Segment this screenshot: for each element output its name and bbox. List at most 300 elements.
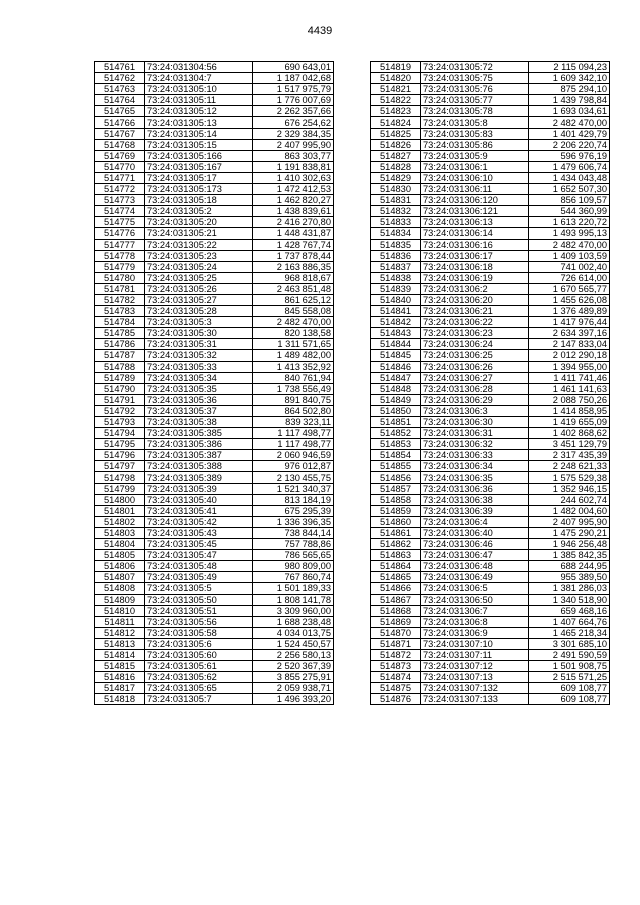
cadastral-value-cell: 1 465 218,34 [529,627,610,638]
row-number-cell: 514842 [371,317,421,328]
table-row [95,550,334,561]
table-row [95,283,334,294]
cadastral-value-cell: 1 462 820,27 [253,195,334,206]
row-number-cell: 514829 [371,172,421,183]
table-row [371,527,610,538]
cadastral-value-cell: 856 109,57 [529,195,610,206]
cadastral-number-cell: 73:24:031305:3 [145,317,253,328]
table-row [95,461,334,472]
row-number-cell: 514768 [95,139,145,150]
table-row [371,228,610,239]
cadastral-number-cell: 73:24:031305:45 [145,539,253,550]
cadastral-value-cell: 1 946 256,48 [529,539,610,550]
table-row [371,73,610,84]
row-number-cell: 514787 [95,350,145,361]
table-row [371,272,610,283]
table-row [371,583,610,594]
cadastral-number-cell: 73:24:031306:32 [421,439,529,450]
cadastral-number-cell: 73:24:031307:132 [421,683,529,694]
row-number-cell: 514821 [371,84,421,95]
cadastral-value-cell: 1 524 450,57 [253,638,334,649]
cadastral-value-cell: 675 295,39 [253,505,334,516]
table-row [95,483,334,494]
cadastral-number-cell: 73:24:031305:385 [145,428,253,439]
table-row [371,217,610,228]
table-row [95,150,334,161]
table-row [371,195,610,206]
row-number-cell: 514818 [95,694,145,705]
row-number-cell: 514784 [95,317,145,328]
cadastral-number-cell: 73:24:031305:76 [421,84,529,95]
table-row [371,627,610,638]
cadastral-number-cell: 73:24:031306:28 [421,383,529,394]
table-row [95,394,334,405]
cadastral-number-cell: 73:24:031305:65 [145,683,253,694]
row-number-cell: 514791 [95,394,145,405]
cadastral-number-cell: 73:24:031305:50 [145,594,253,605]
table-row [371,294,610,305]
table-row [95,250,334,261]
cadastral-number-cell: 73:24:031306:27 [421,372,529,383]
cadastral-number-cell: 73:24:031306:14 [421,228,529,239]
cadastral-number-cell: 73:24:031305:86 [421,139,529,150]
table-row [371,172,610,183]
cadastral-value-cell: 1 501 189,33 [253,583,334,594]
table-row [371,683,610,694]
cadastral-number-cell: 73:24:031306:36 [421,483,529,494]
cadastral-value-cell: 2 206 220,74 [529,139,610,150]
row-number-cell: 514814 [95,649,145,660]
cadastral-value-cell: 1 493 995,13 [529,228,610,239]
row-number-cell: 514792 [95,405,145,416]
row-number-cell: 514765 [95,106,145,117]
cadastral-value-cell: 2 088 750,26 [529,394,610,405]
cadastral-number-cell: 73:24:031305:28 [145,306,253,317]
cadastral-number-cell: 73:24:031307:133 [421,694,529,705]
row-number-cell: 514831 [371,195,421,206]
row-number-cell: 514865 [371,572,421,583]
left-table-body [95,62,334,705]
cadastral-number-cell: 73:24:031305:9 [421,150,529,161]
table-row [95,594,334,605]
row-number-cell: 514800 [95,494,145,505]
row-number-cell: 514795 [95,439,145,450]
cadastral-value-cell: 845 558,08 [253,306,334,317]
table-row [371,317,610,328]
cadastral-number-cell: 73:24:031306:24 [421,339,529,350]
cadastral-value-cell: 786 565,65 [253,550,334,561]
row-number-cell: 514807 [95,572,145,583]
cadastral-value-cell: 863 303,77 [253,150,334,161]
table-row [371,95,610,106]
cadastral-value-cell: 1 409 103,59 [529,250,610,261]
table-row [371,461,610,472]
cadastral-number-cell: 73:24:031305:18 [145,195,253,206]
cadastral-value-cell: 2 147 833,04 [529,339,610,350]
cadastral-number-cell: 73:24:031305:37 [145,405,253,416]
cadastral-value-cell: 1 737 878,44 [253,250,334,261]
right-register-table [370,61,610,705]
cadastral-value-cell: 2 520 367,39 [253,661,334,672]
table-row [95,95,334,106]
cadastral-value-cell: 2 482 470,00 [529,239,610,250]
cadastral-number-cell: 73:24:031306:35 [421,472,529,483]
row-number-cell: 514850 [371,405,421,416]
cadastral-number-cell: 73:24:031305:173 [145,184,253,195]
row-number-cell: 514854 [371,450,421,461]
cadastral-value-cell: 891 840,75 [253,394,334,405]
table-row [371,128,610,139]
cadastral-number-cell: 73:24:031306:20 [421,294,529,305]
table-row [95,494,334,505]
cadastral-number-cell: 73:24:031305:25 [145,272,253,283]
row-number-cell: 514852 [371,428,421,439]
table-row [95,139,334,150]
cadastral-number-cell: 73:24:031305:41 [145,505,253,516]
table-row [95,572,334,583]
cadastral-number-cell: 73:24:031305:61 [145,661,253,672]
cadastral-value-cell: 1 496 393,20 [253,694,334,705]
table-row [95,516,334,527]
row-number-cell: 514777 [95,239,145,250]
row-number-cell: 514801 [95,505,145,516]
cadastral-number-cell: 73:24:031305:32 [145,350,253,361]
table-row [95,405,334,416]
cadastral-value-cell: 839 323,11 [253,417,334,428]
table-row [95,184,334,195]
table-row [371,605,610,616]
cadastral-number-cell: 73:24:031305:56 [145,616,253,627]
table-row [95,328,334,339]
cadastral-value-cell: 2 407 995,90 [253,139,334,150]
cadastral-number-cell: 73:24:031305:8 [421,117,529,128]
cadastral-number-cell: 73:24:031307:11 [421,649,529,660]
cadastral-number-cell: 73:24:031306:39 [421,505,529,516]
row-number-cell: 514780 [95,272,145,283]
cadastral-number-cell: 73:24:031306:33 [421,450,529,461]
cadastral-value-cell: 1 410 302,63 [253,172,334,183]
cadastral-number-cell: 73:24:031306:31 [421,428,529,439]
table-row [95,605,334,616]
table-row [95,272,334,283]
row-number-cell: 514855 [371,461,421,472]
cadastral-number-cell: 73:24:031305:39 [145,483,253,494]
table-row [95,172,334,183]
cadastral-number-cell: 73:24:031306:4 [421,516,529,527]
cadastral-number-cell: 73:24:031305:35 [145,383,253,394]
cadastral-value-cell: 1 461 141,63 [529,383,610,394]
cadastral-value-cell: 2 482 470,00 [253,317,334,328]
table-row [371,616,610,627]
cadastral-number-cell: 73:24:031304:7 [145,73,253,84]
table-row [95,84,334,95]
cadastral-value-cell: 1 738 556,49 [253,383,334,394]
table-row [371,539,610,550]
cadastral-value-cell: 1 517 975,79 [253,84,334,95]
table-row [95,627,334,638]
cadastral-number-cell: 73:24:031305:78 [421,106,529,117]
cadastral-number-cell: 73:24:031305:26 [145,283,253,294]
row-number-cell: 514781 [95,283,145,294]
table-row [371,561,610,572]
cadastral-value-cell: 1 340 518,90 [529,594,610,605]
cadastral-number-cell: 73:24:031306:16 [421,239,529,250]
row-number-cell: 514761 [95,62,145,73]
table-row [371,250,610,261]
cadastral-value-cell: 1 117 498,77 [253,439,334,450]
table-row [95,306,334,317]
cadastral-number-cell: 73:24:031306:40 [421,527,529,538]
row-number-cell: 514849 [371,394,421,405]
cadastral-number-cell: 73:24:031305:13 [145,117,253,128]
cadastral-value-cell: 688 244,95 [529,561,610,572]
row-number-cell: 514856 [371,472,421,483]
cadastral-value-cell: 1 475 290,21 [529,527,610,538]
row-number-cell: 514835 [371,239,421,250]
cadastral-number-cell: 73:24:031305:17 [145,172,253,183]
cadastral-value-cell: 2 262 357,66 [253,106,334,117]
row-number-cell: 514767 [95,128,145,139]
row-number-cell: 514841 [371,306,421,317]
row-number-cell: 514816 [95,672,145,683]
cadastral-number-cell: 73:24:031306:34 [421,461,529,472]
cadastral-value-cell: 3 855 275,91 [253,672,334,683]
table-row [371,649,610,660]
table-row [371,428,610,439]
table-row [95,694,334,705]
table-row [95,161,334,172]
table-row [371,505,610,516]
row-number-cell: 514862 [371,539,421,550]
cadastral-value-cell: 2 491 590,59 [529,649,610,660]
row-number-cell: 514833 [371,217,421,228]
left-register-table [94,61,334,705]
cadastral-value-cell: 2 115 094,23 [529,62,610,73]
table-row [371,516,610,527]
table-row [95,294,334,305]
table-row [371,450,610,461]
table-row [95,206,334,217]
table-row [95,583,334,594]
cadastral-number-cell: 73:24:031304:56 [145,62,253,73]
cadastral-value-cell: 968 818,67 [253,272,334,283]
row-number-cell: 514812 [95,627,145,638]
row-number-cell: 514840 [371,294,421,305]
table-row [371,328,610,339]
table-row [371,339,610,350]
table-row [371,472,610,483]
cadastral-number-cell: 73:24:031305:75 [421,73,529,84]
table-row [371,638,610,649]
row-number-cell: 514803 [95,527,145,538]
cadastral-value-cell: 1 191 838,81 [253,161,334,172]
row-number-cell: 514871 [371,638,421,649]
cadastral-number-cell: 73:24:031305:34 [145,372,253,383]
row-number-cell: 514809 [95,594,145,605]
cadastral-value-cell: 1 336 396,35 [253,516,334,527]
table-row [371,84,610,95]
row-number-cell: 514820 [371,73,421,84]
row-number-cell: 514859 [371,505,421,516]
row-number-cell: 514866 [371,583,421,594]
cadastral-number-cell: 73:24:031306:13 [421,217,529,228]
row-number-cell: 514857 [371,483,421,494]
cadastral-value-cell: 2 256 580,13 [253,649,334,660]
cadastral-number-cell: 73:24:031305:62 [145,672,253,683]
table-row [371,306,610,317]
row-number-cell: 514824 [371,117,421,128]
row-number-cell: 514828 [371,161,421,172]
table-row [95,683,334,694]
cadastral-number-cell: 73:24:031306:23 [421,328,529,339]
cadastral-number-cell: 73:24:031305:27 [145,294,253,305]
table-row [371,372,610,383]
cadastral-value-cell: 1 489 482,00 [253,350,334,361]
cadastral-value-cell: 1 482 004,60 [529,505,610,516]
row-number-cell: 514837 [371,261,421,272]
cadastral-number-cell: 73:24:031306:47 [421,550,529,561]
cadastral-value-cell: 3 309 960,00 [253,605,334,616]
cadastral-value-cell: 2 317 435,39 [529,450,610,461]
row-number-cell: 514799 [95,483,145,494]
cadastral-number-cell: 73:24:031305:51 [145,605,253,616]
cadastral-number-cell: 73:24:031306:30 [421,417,529,428]
cadastral-number-cell: 73:24:031306:49 [421,572,529,583]
row-number-cell: 514786 [95,339,145,350]
cadastral-number-cell: 73:24:031306:121 [421,206,529,217]
row-number-cell: 514773 [95,195,145,206]
cadastral-number-cell: 73:24:031307:12 [421,661,529,672]
cadastral-number-cell: 73:24:031305:24 [145,261,253,272]
row-number-cell: 514868 [371,605,421,616]
row-number-cell: 514796 [95,450,145,461]
cadastral-value-cell: 596 976,19 [529,150,610,161]
table-row [371,117,610,128]
cadastral-value-cell: 757 788,86 [253,539,334,550]
table-row [95,195,334,206]
row-number-cell: 514776 [95,228,145,239]
cadastral-number-cell: 73:24:031305:388 [145,461,253,472]
table-row [371,405,610,416]
table-row [95,261,334,272]
cadastral-value-cell: 1 417 976,44 [529,317,610,328]
row-number-cell: 514873 [371,661,421,672]
row-number-cell: 514870 [371,627,421,638]
row-number-cell: 514762 [95,73,145,84]
cadastral-number-cell: 73:24:031305:48 [145,561,253,572]
cadastral-value-cell: 820 138,58 [253,328,334,339]
cadastral-number-cell: 73:24:031306:29 [421,394,529,405]
cadastral-number-cell: 73:24:031306:10 [421,172,529,183]
table-row [371,139,610,150]
cadastral-value-cell: 1 402 868,62 [529,428,610,439]
row-number-cell: 514822 [371,95,421,106]
cadastral-value-cell: 659 468,16 [529,605,610,616]
cadastral-number-cell: 73:24:031305:386 [145,439,253,450]
table-row [95,106,334,117]
cadastral-value-cell: 1 311 571,65 [253,339,334,350]
row-number-cell: 514770 [95,161,145,172]
table-row [95,649,334,660]
row-number-cell: 514797 [95,461,145,472]
cadastral-number-cell: 73:24:031306:25 [421,350,529,361]
cadastral-value-cell: 1 385 842,35 [529,550,610,561]
cadastral-value-cell: 544 360,99 [529,206,610,217]
cadastral-number-cell: 73:24:031305:23 [145,250,253,261]
row-number-cell: 514789 [95,372,145,383]
cadastral-value-cell: 2 130 455,75 [253,472,334,483]
cadastral-number-cell: 73:24:031305:42 [145,516,253,527]
cadastral-value-cell: 1 472 412,53 [253,184,334,195]
cadastral-number-cell: 73:24:031306:2 [421,283,529,294]
table-row [95,339,334,350]
cadastral-number-cell: 73:24:031305:15 [145,139,253,150]
cadastral-number-cell: 73:24:031305:77 [421,95,529,106]
cadastral-number-cell: 73:24:031305:60 [145,649,253,660]
row-number-cell: 514764 [95,95,145,106]
row-number-cell: 514832 [371,206,421,217]
cadastral-value-cell: 1 376 489,89 [529,306,610,317]
cadastral-value-cell: 1 609 342,10 [529,73,610,84]
cadastral-value-cell: 2 059 938,71 [253,683,334,694]
row-number-cell: 514817 [95,683,145,694]
cadastral-value-cell: 1 521 340,37 [253,483,334,494]
cadastral-number-cell: 73:24:031306:1 [421,161,529,172]
cadastral-value-cell: 976 012,87 [253,461,334,472]
table-row [371,439,610,450]
table-row [371,672,610,683]
row-number-cell: 514838 [371,272,421,283]
cadastral-value-cell: 861 625,12 [253,294,334,305]
row-number-cell: 514876 [371,694,421,705]
cadastral-number-cell: 73:24:031306:18 [421,261,529,272]
cadastral-value-cell: 3 301 685,10 [529,638,610,649]
cadastral-value-cell: 609 108,77 [529,683,610,694]
cadastral-value-cell: 1 401 429,79 [529,128,610,139]
cadastral-number-cell: 73:24:031305:33 [145,361,253,372]
cadastral-value-cell: 1 808 141,78 [253,594,334,605]
table-row [371,661,610,672]
row-number-cell: 514790 [95,383,145,394]
row-number-cell: 514808 [95,583,145,594]
row-number-cell: 514798 [95,472,145,483]
cadastral-value-cell: 2 515 571,25 [529,672,610,683]
table-row [95,505,334,516]
cadastral-value-cell: 1 439 798,84 [529,95,610,106]
cadastral-value-cell: 864 502,80 [253,405,334,416]
table-row [95,616,334,627]
cadastral-value-cell: 1 352 946,15 [529,483,610,494]
cadastral-number-cell: 73:24:031306:9 [421,627,529,638]
cadastral-number-cell: 73:24:031305:72 [421,62,529,73]
row-number-cell: 514869 [371,616,421,627]
cadastral-value-cell: 2 482 470,00 [529,117,610,128]
table-row [95,73,334,84]
row-number-cell: 514766 [95,117,145,128]
table-row [95,62,334,73]
cadastral-number-cell: 73:24:031305:38 [145,417,253,428]
cadastral-value-cell: 2 060 946,59 [253,450,334,461]
table-row [95,661,334,672]
cadastral-value-cell: 1 438 839,61 [253,206,334,217]
cadastral-value-cell: 980 809,00 [253,561,334,572]
table-row [95,383,334,394]
table-row [371,106,610,117]
row-number-cell: 514785 [95,328,145,339]
cadastral-value-cell: 767 860,74 [253,572,334,583]
row-number-cell: 514771 [95,172,145,183]
row-number-cell: 514806 [95,561,145,572]
